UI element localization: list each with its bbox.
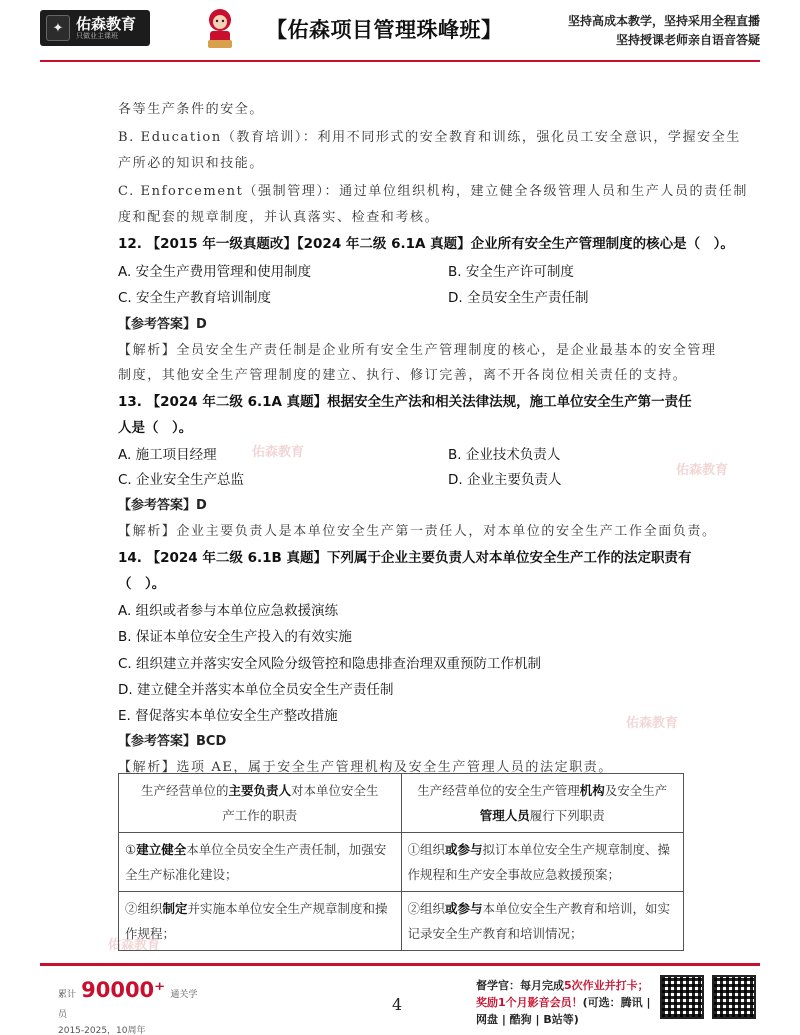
q13-option-a: A. 施工项目经理 — [118, 447, 217, 463]
footer-promo — [476, 977, 656, 1028]
promo-highlight: 奖励1个月影音会员！ — [476, 996, 583, 1009]
table-cell: ②组织制定并实施本单位安全生产规章制度和操作规程； — [119, 892, 402, 951]
table-row — [119, 833, 684, 892]
page-header — [0, 0, 800, 62]
qr-code-icon — [660, 975, 704, 1019]
q12-option-a: A. 安全生产费用管理和使用制度 — [118, 264, 312, 280]
q12-option-b: B. 安全生产许可制度 — [448, 264, 574, 280]
table-header-cell: 生产经营单位的安全生产管理机构及安全生产 管理人员履行下列职责 — [401, 774, 684, 833]
q12-explanation: 制度，其他安全生产管理制度的建立、执行、修订完善，离不开各岗位相关责任的支持。 — [118, 368, 688, 383]
watermark: 佑森教育 — [626, 716, 679, 731]
q14-option-c: C. 组织建立并落实安全风险分级管控和隐患排查治理双重预防工作机制 — [118, 656, 542, 672]
watermark: 佑森教育 — [252, 445, 305, 460]
watermark: 佑森教育 — [108, 938, 161, 953]
header-divider — [40, 60, 760, 62]
table-row — [119, 892, 684, 951]
q13-answer: 【参考答案】D — [118, 498, 207, 513]
mascot-icon — [200, 6, 240, 52]
footer-stats — [58, 978, 198, 1035]
q14-option-b: B. 保证本单位安全生产投入的有效实施 — [118, 629, 352, 645]
q13-option-c: C. 企业安全生产总监 — [118, 472, 245, 488]
promo-text: (可选：腾讯 | — [582, 996, 651, 1009]
logo-emblem-icon: ✦ — [46, 15, 70, 41]
slogan-line-1: 坚持高成本教学，坚持采用全程直播 — [567, 14, 760, 28]
question-14: 14. 【2024 年二级 6.1B 真题】下列属于企业主要负责人对本单位安全生产工作的法定职责有 — [118, 550, 692, 566]
qr-code-icon — [712, 975, 756, 1019]
q13-option-d: D. 企业主要负责人 — [448, 472, 562, 488]
logo-subtext: 只做业主课班 — [76, 31, 118, 40]
stats-years: 2015-2025，10周年 — [58, 1026, 146, 1035]
footer-divider — [40, 963, 760, 966]
text-line: 度和配套的规章制度，并认真落实、检查和考核。 — [118, 210, 440, 225]
header-slogan — [568, 12, 760, 50]
stats-prefix: 累计 — [58, 990, 77, 1000]
q12-explanation: 【解析】全员安全生产责任制是企业所有安全生产管理制度的核心，是企业最基本的安全管理 — [118, 343, 717, 358]
brand-logo — [40, 10, 150, 46]
q14-answer: 【参考答案】BCD — [118, 734, 227, 749]
text-line: B. Education（教育培训）：利用不同形式的安全教育和训练，强化员工安全意识，学握安全生 — [118, 130, 741, 145]
slogan-line-2: 坚持授课老师亲自语音答疑 — [615, 33, 760, 47]
promo-highlight: 5次作业并打卡； — [564, 979, 649, 992]
question-13: 人是（ ）。 — [118, 420, 193, 436]
page-title: 【佑森项目管理珠峰班】 — [266, 18, 503, 42]
watermark: 佑森教育 — [676, 463, 729, 478]
promo-text: 网盘 | 酷狗 | B站等) — [476, 1013, 579, 1026]
question-13: 13. 【2024 年二级 6.1A 真题】根据安全生产法和相关法律法规，施工单位安全生产第一责任 — [118, 394, 692, 410]
q12-option-c: C. 安全生产教育培训制度 — [118, 290, 272, 306]
q12-option-d: D. 全员安全生产责任制 — [448, 290, 589, 306]
table-header-row — [119, 774, 684, 833]
stats-suffix: 通关学员 — [58, 990, 198, 1020]
logo-text: 佑森教育 — [76, 14, 137, 33]
promo-text: 督学官：每月完成 — [476, 979, 564, 992]
q14-explanation: 【解析】选项 AE，属于安全生产管理机构及安全生产管理人员的法定职责。 — [118, 760, 614, 775]
question-12: 12. 【2015 年一级真题改】【2024 年二级 6.1A 真题】企业所有安全生产管理制度的核心是（ ）。 — [118, 236, 734, 252]
text-line: C. Enforcement（强制管理）：通过单位组织机构，建立健全各级管理人员和生产人员的责任制 — [118, 184, 748, 199]
q14-option-d: D. 建立健全并落实本单位全员安全生产责任制 — [118, 682, 394, 698]
table-cell: ①组织或参与拟订本单位安全生产规章制度、操作规程和生产安全事故应急救援预案； — [401, 833, 684, 892]
page-number: 4 — [392, 995, 403, 1014]
table-cell: ②组织或参与本单位安全生产教育和培训，如实记录安全生产教育和培训情况； — [401, 892, 684, 951]
table-header-cell: 生产经营单位的主要负责人对本单位安全生 产工作的职责 — [119, 774, 402, 833]
q14-option-e: E. 督促落实本单位安全生产整改措施 — [118, 708, 338, 724]
q13-option-b: B. 企业技术负责人 — [448, 447, 561, 463]
q13-explanation: 【解析】企业主要负责人是本单位安全生产第一责任人，对本单位的安全生产工作全面负责。 — [118, 524, 717, 539]
q12-answer: 【参考答案】D — [118, 317, 207, 332]
q14-option-a: A. 组织或者参与本单位应急救援演练 — [118, 603, 339, 619]
duties-comparison-table — [118, 773, 684, 951]
table-cell: ①建立健全本单位全员安全生产责任制，加强安全生产标准化建设； — [119, 833, 402, 892]
text-line: 产所必的知识和技能。 — [118, 156, 265, 171]
text-line: 各等生产条件的安全。 — [118, 102, 265, 117]
stats-number: 90000⁺ — [81, 978, 166, 1002]
question-14: （ ）。 — [118, 576, 166, 592]
